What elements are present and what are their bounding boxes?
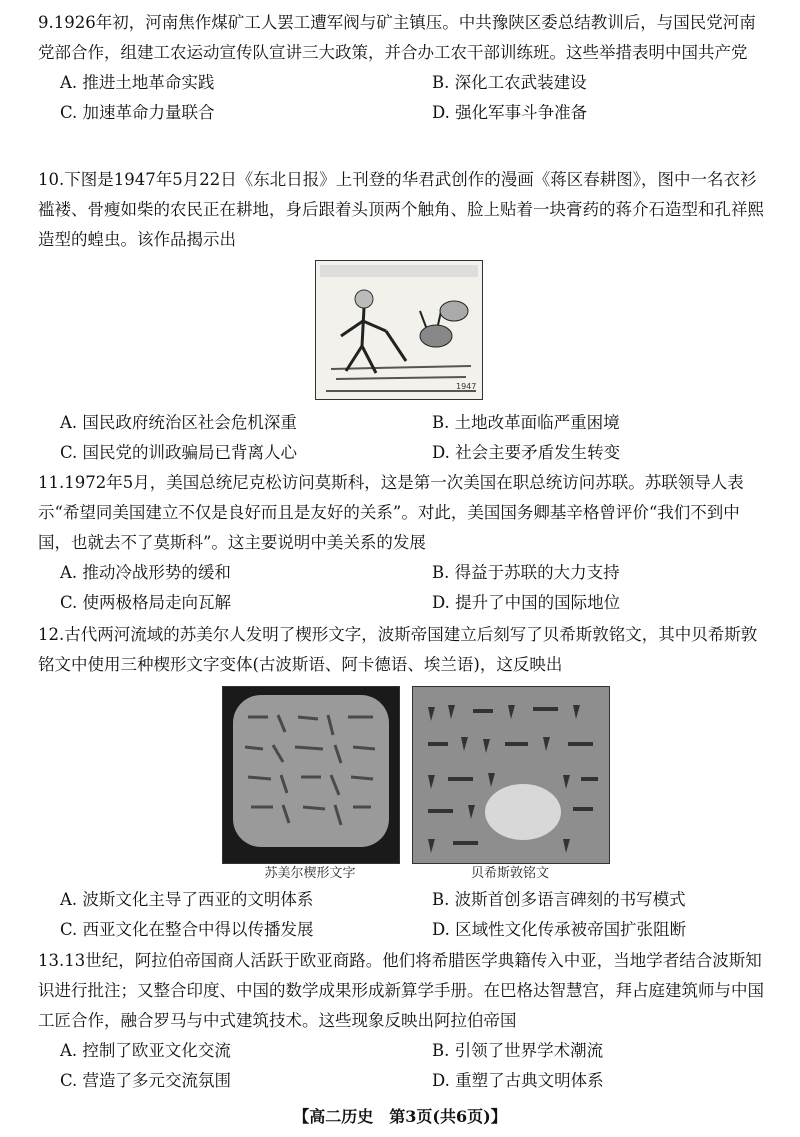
option-a[interactable]: A. 国民政府统治区社会危机深重 [60, 413, 297, 432]
options-row [38, 438, 770, 468]
options-row [38, 1066, 770, 1096]
cartoon-figure [315, 260, 483, 400]
option-c[interactable]: C. 西亚文化在整合中得以传播发展 [60, 920, 314, 939]
option-d[interactable]: D. 重塑了古典文明体系 [432, 1071, 604, 1090]
option-b[interactable]: B. 土地改革面临严重困境 [432, 413, 620, 432]
behistun-inscription-image [412, 686, 610, 864]
options-row [38, 588, 770, 618]
option-a[interactable]: A. 推进土地革命实践 [60, 73, 215, 92]
question-stem: 11.1972年5月，美国总统尼克松访问莫斯科，这是第一次美国在职总统访问苏联。苏联领导人表示“希望同美国建立不仅是良好而且是友好的关系”。对此，美国国务卿基辛格曾评价“我们不到中国，也就去不了莫斯科”。这主要说明中美关系的发展 [38, 473, 744, 552]
options-row [38, 408, 770, 438]
question-stem: 12.古代两河流域的苏美尔人发明了楔形文字，波斯帝国建立后刻写了贝希斯敦铭文，其中贝希斯敦铭文中使用三种楔形文字变体(古波斯语、阿卡德语、埃兰语)，这反映出 [38, 625, 758, 674]
option-a[interactable]: A. 推动冷战形势的缓和 [60, 563, 231, 582]
question-10 [38, 165, 770, 255]
question-stem: 13.13世纪，阿拉伯帝国商人活跃于欧亚商路。他们将希腊医学典籍传入中亚，当地学者结合波斯知识进行批注；又整合印度、中国的数学成果形成新算学手册。在巴格达智慧宫，拜占庭建筑师与中国工匠合作，融合罗马与中式建筑技术。这些现象反映出阿拉伯帝国 [38, 951, 764, 1030]
page-footer: 【高二历史 第3页(共6页)】 [293, 1107, 507, 1126]
option-c[interactable]: C. 国民党的训政骗局已背离人心 [60, 443, 298, 462]
options-row [38, 915, 770, 945]
option-d[interactable]: D. 提升了中国的国际地位 [432, 593, 621, 612]
option-a[interactable]: A. 控制了欧亚文化交流 [60, 1041, 231, 1060]
question-9 [38, 8, 770, 128]
question-13 [38, 946, 770, 1096]
farmer-head [355, 290, 373, 308]
options-row [38, 885, 770, 915]
option-b[interactable]: B. 得益于苏联的大力支持 [432, 563, 620, 582]
question-11 [38, 468, 770, 618]
option-d[interactable]: D. 社会主要矛盾发生转变 [432, 443, 621, 462]
option-c[interactable]: C. 加速革命力量联合 [60, 103, 215, 122]
options-row [38, 558, 770, 588]
question-10-options [38, 408, 770, 468]
question-12 [38, 620, 770, 680]
options-row [38, 68, 770, 98]
cartoon-year: 1947 [456, 382, 477, 391]
sumerian-tablet-image [222, 686, 400, 864]
cartoon-title-band [320, 265, 478, 277]
question-stem: 9.1926年初，河南焦作煤矿工人罢工遭军阀与矿主镇压。中共豫陕区委总结教训后，与国民党河南党部合作，组建工农运动宣传队宣讲三大政策，并合办工农干部训练班。这些举措表明中国共产党 [38, 13, 756, 62]
caption-sumerian: 苏美尔楔形文字 [264, 866, 356, 881]
locust-body [420, 325, 452, 347]
option-b[interactable]: B. 波斯首创多语言碑刻的书写模式 [432, 890, 686, 909]
option-a[interactable]: A. 波斯文化主导了西亚的文明体系 [60, 890, 314, 909]
option-d[interactable]: D. 区域性文化传承被帝国扩张阻断 [432, 920, 687, 939]
options-row [38, 1036, 770, 1066]
option-c[interactable]: C. 使两极格局走向瓦解 [60, 593, 232, 612]
question-stem: 10.下图是1947年5月22日《东北日报》上刊登的华君武创作的漫画《蒋区春耕图》，图中一名衣衫褴褛、骨瘦如柴的农民正在耕地，身后跟着头顶两个触角、脸上贴着一块膏药的蒋介石造型和孔祥熙造型的蝗虫。该作品揭示出 [38, 170, 764, 249]
options-row [38, 98, 770, 128]
caption-behistun: 贝希斯敦铭文 [470, 866, 549, 881]
question-12-options [38, 885, 770, 945]
option-c[interactable]: C. 营造了多元交流氛围 [60, 1071, 232, 1090]
option-b[interactable]: B. 引领了世界学术潮流 [432, 1041, 604, 1060]
option-b[interactable]: B. 深化工农武装建设 [432, 73, 587, 92]
option-d[interactable]: D. 强化军事斗争准备 [432, 103, 588, 122]
